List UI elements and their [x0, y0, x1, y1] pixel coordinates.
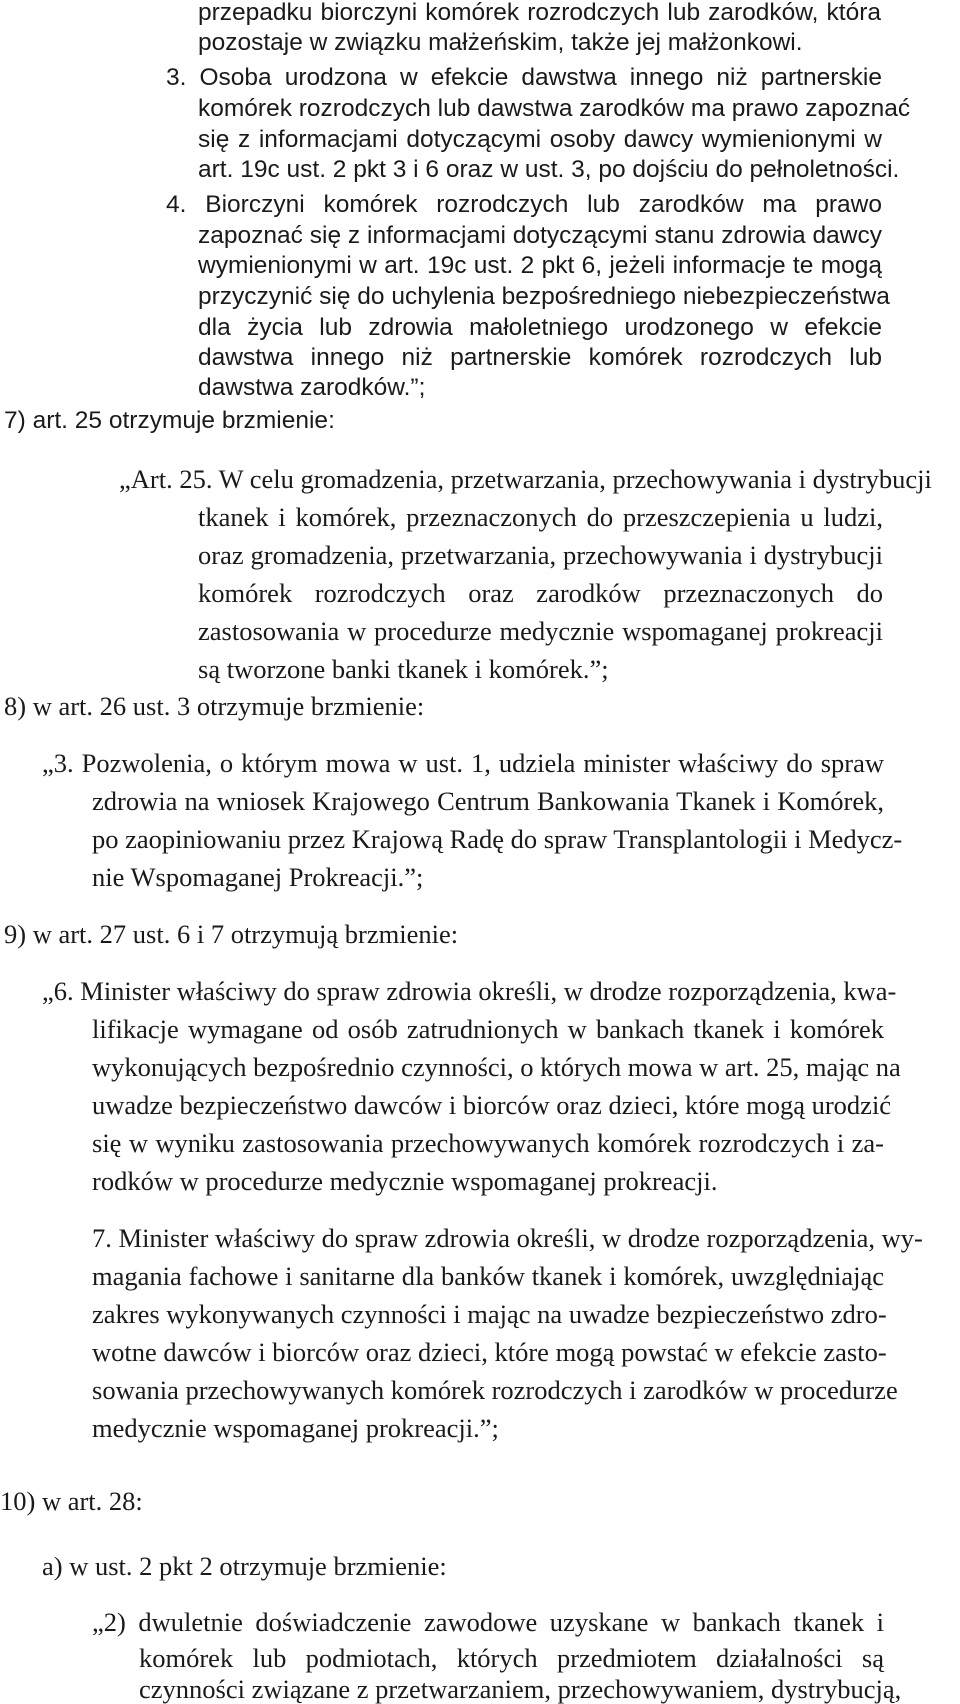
- text-line: „Art. 25. W celu gromadzenia, przetwarzania, przechowywania i dystrybucji: [119, 464, 932, 494]
- text-line: art. 19c ust. 2 pkt 3 i 6 oraz w ust. 3, po dojściu do pełnoletności.: [198, 156, 900, 183]
- text-line: medycznie wspomaganej prokreacji.”;: [92, 1413, 499, 1443]
- text-line: komórek lub podmiotach, których przedmiotem działalności są: [139, 1643, 884, 1673]
- text-line: 4. Biorczyni komórek rozrodczych lub zarodków ma prawo: [166, 191, 882, 218]
- text-line: „3. Pozwolenia, o którym mowa w ust. 1, udziela minister właściwy do spraw: [42, 748, 884, 778]
- text-line: pozostaje w związku małżeńskim, także jej małżonkowi.: [198, 29, 803, 56]
- text-line: wymienionymi w art. 19c ust. 2 pkt 6, jeżeli informacje te mogą: [198, 252, 882, 279]
- text-line: komórek rozrodczych lub dawstwa zarodków ma prawo zapoznać: [198, 95, 911, 122]
- text-line: po zaopiniowaniu przez Krajową Radę do spraw Transplantologii i Medycz-: [92, 824, 903, 854]
- text-line: dawstwa innego niż partnerskie komórek rozrodczych lub: [198, 344, 882, 371]
- text-line: się w wyniku zastosowania przechowywanych komórek rozrodczych i za-: [92, 1128, 884, 1158]
- text-line: uwadze bezpieczeństwo dawców i biorców oraz dzieci, które mogą urodzić: [92, 1090, 892, 1120]
- amendment-item-7: 7) art. 25 otrzymuje brzmienie:: [4, 407, 335, 434]
- text-line: wykonujących bezpośrednio czynności, o których mowa w art. 25, mając na: [92, 1052, 901, 1082]
- text-line: się z informacjami dotyczącymi osoby dawcy wymienionymi w: [198, 126, 882, 153]
- text-line: zakres wykonywanych czynności i mając na uwadze bezpieczeństwo zdro-: [92, 1299, 887, 1329]
- text-line: wotne dawców i biorców oraz dzieci, które mogą powstać w efekcie zasto-: [92, 1337, 887, 1367]
- amendment-item-10: 10) w art. 28:: [0, 1486, 143, 1516]
- text-line: sowania przechowywanych komórek rozrodczych i zarodków w procedurze: [92, 1375, 898, 1405]
- text-line: dla życia lub zdrowia małoletniego urodzonego w efekcie: [198, 314, 882, 341]
- amendment-item-10a: a) w ust. 2 pkt 2 otrzymuje brzmienie:: [42, 1551, 447, 1581]
- text-line: 7. Minister właściwy do spraw zdrowia określi, w drodze rozporządzenia, wy-: [92, 1223, 923, 1253]
- text-line: lifikacje wymagane od osób zatrudnionych w bankach tkanek i komórek: [92, 1014, 884, 1044]
- text-line: zapoznać się z informacjami dotyczącymi stanu zdrowia dawcy: [198, 222, 882, 249]
- text-line: 3. Osoba urodzona w efekcie dawstwa innego niż partnerskie: [166, 64, 882, 91]
- text-line: oraz gromadzenia, przetwarzania, przechowywania i dystrybucji: [198, 540, 883, 570]
- text-line: „2) dwuletnie doświadczenie zawodowe uzyskane w bankach tkanek i: [92, 1607, 884, 1637]
- text-line: przepadku biorczyni komórek rozrodczych lub zarodków, która: [198, 0, 881, 26]
- text-line: komórek rozrodczych oraz zarodków przeznaczonych do: [198, 578, 883, 608]
- text-line: magania fachowe i sanitarne dla banków tkanek i komórek, uwzględniając: [92, 1261, 884, 1291]
- text-line: nie Wspomaganej Prokreacji.”;: [92, 862, 424, 892]
- text-line: są tworzone banki tkanek i komórek.”;: [198, 654, 609, 684]
- text-line: zastosowania w procedurze medycznie wspomaganej prokreacji: [198, 616, 883, 646]
- text-line: tkanek i komórek, przeznaczonych do przeszczepienia u ludzi,: [198, 502, 883, 532]
- text-line: „6. Minister właściwy do spraw zdrowia określi, w drodze rozporządzenia, kwa-: [42, 976, 897, 1006]
- text-line: czynności związane z przetwarzaniem, przechowywaniem, dystrybucją,: [139, 1674, 902, 1704]
- text-line: zdrowia na wniosek Krajowego Centrum Bankowania Tkanek i Komórek,: [92, 786, 884, 816]
- text-line: dawstwa zarodków.”;: [198, 374, 426, 401]
- text-line: rodków w procedurze medycznie wspomaganej prokreacji.: [92, 1166, 718, 1196]
- text-line: przyczynić się do uchylenia bezpośredniego niebezpieczeństwa: [198, 283, 890, 310]
- amendment-item-9: 9) w art. 27 ust. 6 i 7 otrzymują brzmienie:: [4, 919, 459, 949]
- amendment-item-8: 8) w art. 26 ust. 3 otrzymuje brzmienie:: [4, 691, 425, 721]
